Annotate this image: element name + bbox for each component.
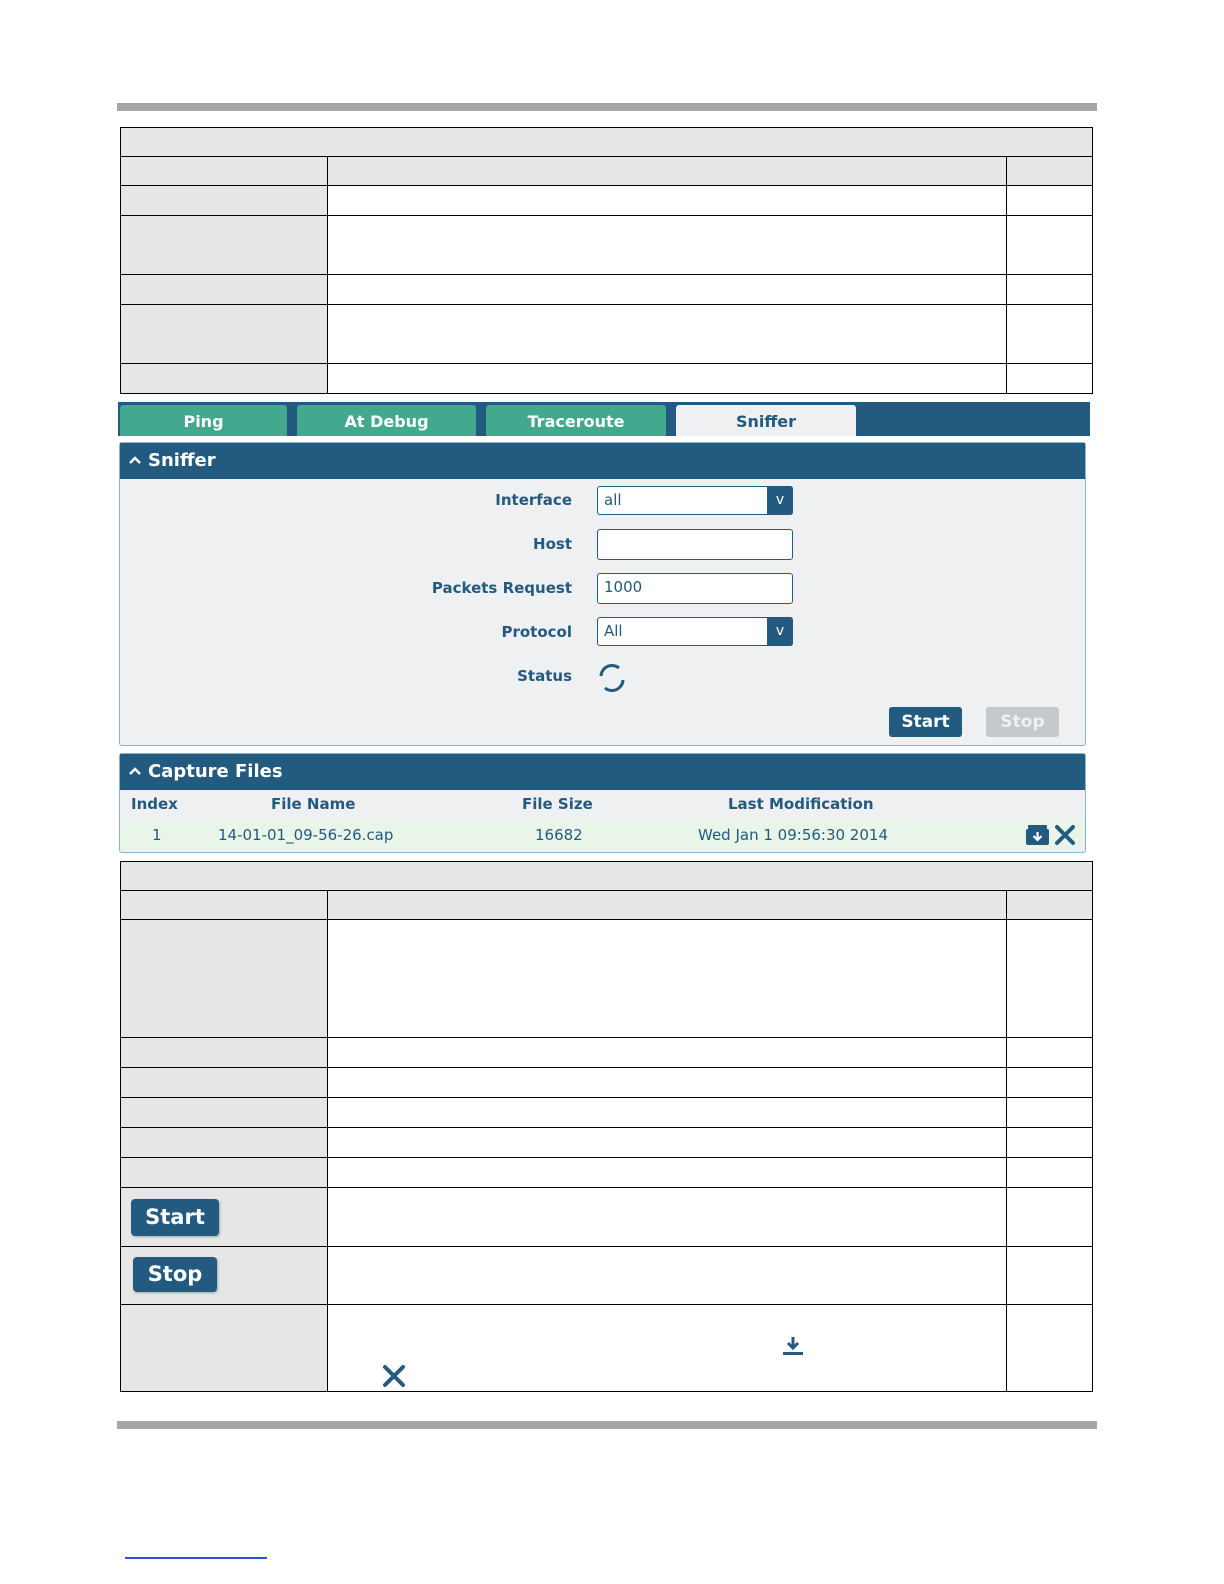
loading-spinner-icon [597,663,627,693]
protocol-label: Protocol [501,623,572,641]
table-row [120,820,1085,850]
column-header-file-size: File Size [522,795,593,813]
interface-select[interactable] [597,486,793,515]
download-icon [782,1335,804,1357]
tab-sniffer[interactable]: Sniffer [676,405,856,436]
chevron-up-icon [128,444,144,480]
lower-parameter-table [120,861,1093,1392]
tab-at-debug[interactable]: At Debug [297,405,476,436]
footer-link-underline [125,1557,267,1559]
packets-request-input[interactable]: 1000 [597,573,793,604]
row-file-size: 16682 [535,826,583,844]
protocol-value: All [604,622,623,640]
row-file-name: 14-01-01_09-56-26.cap [218,826,394,844]
sniffer-title: Sniffer [148,450,216,471]
host-label: Host [533,535,572,553]
upper-parameter-table [120,127,1093,394]
host-input[interactable] [597,529,793,560]
capture-files-panel [119,753,1086,853]
chevron-up-icon [128,755,144,791]
download-icon[interactable] [1026,825,1049,845]
chevron-down-icon[interactable]: v [767,486,793,515]
packets-request-label: Packets Request [431,579,572,597]
start-button[interactable]: Start [889,707,962,737]
status-label: Status [517,667,572,685]
column-header-file-name: File Name [271,795,356,813]
chevron-down-icon[interactable]: v [767,617,793,646]
tab-ping[interactable]: Ping [120,405,287,436]
interface-value: all [604,491,622,509]
sniffer-panel-header[interactable] [120,443,1085,479]
delete-x-icon [382,1364,406,1388]
table-title-row [121,128,1093,157]
sniffer-panel [119,442,1086,746]
header-rule [117,103,1097,111]
column-header-index: Index [131,795,178,813]
row-index: 1 [152,826,162,844]
legend-stop-button: Stop [133,1257,217,1292]
delete-x-icon[interactable] [1054,824,1076,846]
tab-bar [118,402,1090,436]
stop-button[interactable]: Stop [986,707,1059,737]
row-last-modification: Wed Jan 1 09:56:30 2014 [698,826,888,844]
capture-files-title: Capture Files [148,761,283,782]
table-title-row [121,862,1093,891]
tab-traceroute[interactable]: Traceroute [486,405,666,436]
legend-start-button: Start [131,1199,219,1236]
footer-rule [117,1421,1097,1429]
capture-files-header[interactable] [120,754,1085,790]
protocol-select[interactable] [597,617,793,646]
column-header-last-modification: Last Modification [728,795,874,813]
interface-label: Interface [495,491,572,509]
